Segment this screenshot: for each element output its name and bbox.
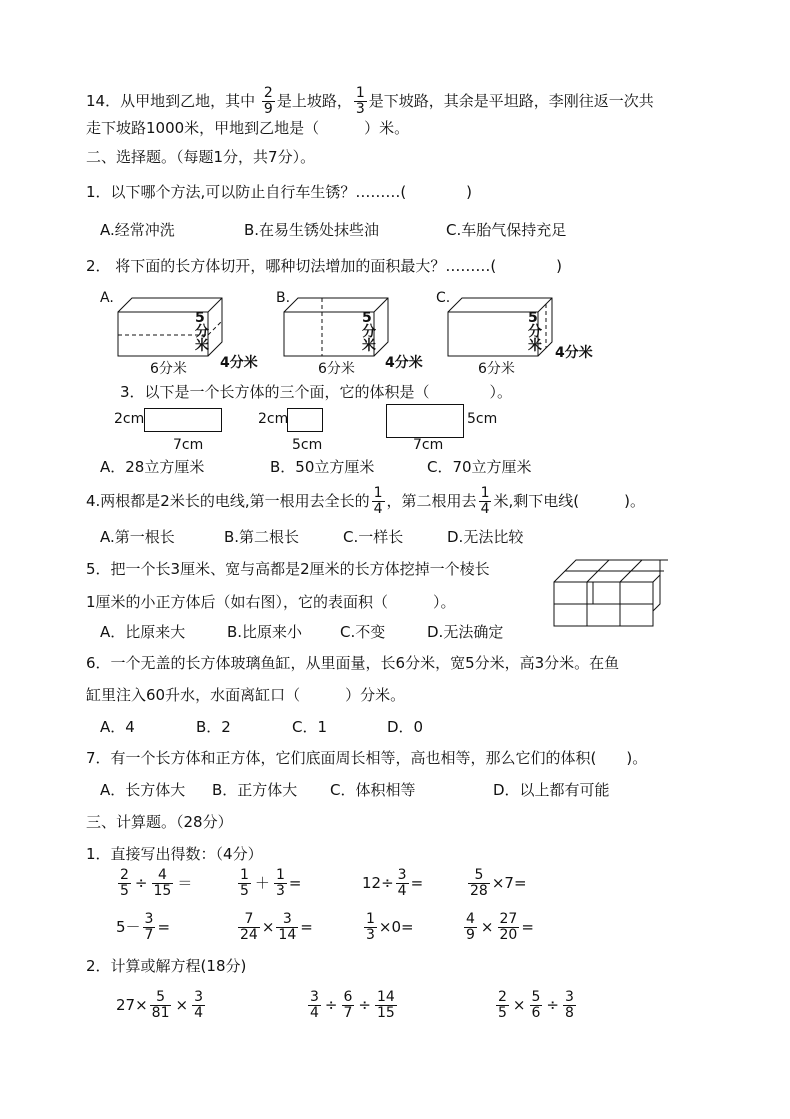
- choice-q1-option-a: A.经常冲洗: [100, 221, 175, 239]
- calc-part2-title: 2．计算或解方程(18分): [86, 957, 247, 975]
- denominator: 5: [240, 883, 249, 899]
- numerator: 3: [276, 912, 298, 928]
- numerator: 3: [565, 989, 574, 1005]
- fraction: [396, 868, 409, 899]
- face3-bottom-label: 7cm: [413, 437, 444, 453]
- numerator: 1: [275, 867, 285, 883]
- figure-label-c: C.: [436, 290, 451, 306]
- choice-q3-option-c: C．70立方厘米: [427, 458, 532, 476]
- denominator: 4: [373, 501, 383, 517]
- numerator: 7: [238, 912, 260, 928]
- calc-part1-title: 1．直接写出得数：（4分）: [86, 845, 263, 863]
- q14-text-3: 是下坡路，其余是平坦路，李刚往返一次共: [368, 92, 654, 110]
- fraction: [150, 990, 172, 1021]
- calc-e6: [236, 912, 313, 943]
- fraction: [274, 868, 287, 899]
- face3-side-label: 5cm: [467, 411, 498, 427]
- fraction: [342, 990, 355, 1021]
- numerator: 14: [377, 989, 395, 1005]
- fraction: [364, 912, 377, 943]
- choice-q7-option-b: B．正方体大: [212, 781, 298, 799]
- numerator: 1: [355, 85, 365, 101]
- denominator: 4: [194, 1005, 203, 1021]
- equals: =: [288, 874, 302, 892]
- choice-q4-text: [86, 486, 645, 517]
- choice-q4-option-b: B.第二根长: [224, 528, 300, 546]
- choice-q6-option-b: B．2: [196, 718, 231, 736]
- section3-title: 三、计算题。（28分）: [86, 813, 233, 831]
- numerator: 5: [150, 990, 172, 1006]
- operator: ÷: [358, 996, 371, 1014]
- operator: ÷: [546, 996, 559, 1014]
- choice-q4-option-d: D.无法比较: [447, 528, 524, 546]
- fraction: [498, 912, 520, 943]
- choice-q1-option-c: C.车胎气保持充足: [446, 221, 567, 239]
- numerator: 3: [194, 989, 203, 1005]
- fraction-1-4: [372, 486, 385, 517]
- denominator: 6: [531, 1005, 541, 1021]
- denominator: 28: [470, 883, 488, 899]
- expression-prefix: 12÷: [362, 874, 394, 892]
- choice-q5-line1: 5．把一个长3厘米、宽与高都是2厘米的长方体挖掉一个棱长: [86, 560, 490, 578]
- numerator: 2: [498, 989, 507, 1005]
- choice-q7-option-a: A．长方体大: [100, 781, 186, 799]
- expression-prefix: 27×: [116, 996, 148, 1014]
- calc-c3: [494, 990, 578, 1021]
- denominator: 3: [366, 927, 375, 943]
- choice-q5-option-a: A．比原来大: [100, 623, 186, 641]
- calc-e7: [362, 912, 414, 943]
- operator: ×0=: [378, 918, 414, 936]
- width-label-c: 4分米: [555, 345, 593, 361]
- choice-q3-text: 3．以下是一个长方体的三个面，它的体积是（ ）。: [120, 383, 513, 401]
- fraction: [468, 868, 490, 899]
- fraction: [143, 912, 156, 943]
- numerator: 1: [366, 911, 375, 927]
- denominator: 4: [480, 501, 490, 517]
- fraction: [192, 990, 205, 1021]
- fraction: [308, 990, 321, 1021]
- fraction: [563, 990, 576, 1021]
- fraction: [464, 912, 477, 943]
- choice-q1-text: 1．以下哪个方法,可以防止自行车生锈？………( ): [86, 183, 473, 201]
- q14-text-1: 从甲地到乙地，其中: [120, 92, 256, 110]
- choice-q4-option-c: C.一样长: [343, 528, 404, 546]
- denominator: 3: [355, 101, 365, 117]
- operator: ÷: [134, 874, 148, 892]
- fraction: [276, 912, 298, 943]
- equals: =: [157, 918, 171, 936]
- fraction-1-4: [479, 486, 492, 517]
- fraction: [152, 868, 174, 899]
- face-5x2: [287, 408, 323, 432]
- fraction: [530, 990, 543, 1021]
- denominator: 4: [310, 1005, 319, 1021]
- numerator: 27: [499, 911, 518, 927]
- length-label-c: 6分米: [478, 361, 515, 377]
- figure-label-b: B.: [276, 290, 291, 306]
- numerator: 4: [466, 911, 475, 927]
- numerator: 1: [373, 485, 383, 501]
- choice-q7-option-d: D．以上都有可能: [493, 781, 610, 799]
- choice-q3-option-a: A．28立方厘米: [100, 458, 205, 476]
- choice-q6-option-d: D．0: [387, 718, 424, 736]
- calc-e8: [462, 912, 534, 943]
- fraction-2-9: [262, 86, 275, 117]
- denominator: 81: [151, 1005, 170, 1021]
- calc-e4: [466, 868, 527, 899]
- fraction: [238, 912, 260, 943]
- operator: ÷: [324, 996, 338, 1014]
- numerator: 4: [152, 868, 174, 884]
- height-label-a: 5 分 米: [195, 310, 209, 354]
- choice-q6-option-a: A．4: [100, 718, 135, 736]
- calc-e3: [362, 868, 423, 899]
- numerator: 3: [144, 911, 154, 927]
- face-7x5: [386, 404, 464, 438]
- numerator: 2: [263, 85, 273, 101]
- q14-line1: [86, 86, 654, 117]
- numerator: 3: [310, 989, 319, 1005]
- denominator: 9: [466, 927, 475, 943]
- choice-q6-line1: 6．一个无盖的长方体玻璃鱼缸，从里面量，长6分米，宽5分米，高3分米。在鱼: [86, 654, 620, 672]
- denominator: 15: [377, 1005, 395, 1021]
- length-label-a: 6分米: [150, 361, 187, 377]
- numerator: 5: [531, 989, 541, 1005]
- q14-number: 14．: [86, 92, 121, 110]
- height-label-c: 5 分 米: [528, 310, 542, 354]
- denominator: 9: [263, 101, 273, 117]
- face1-side-label: 2cm: [114, 411, 145, 427]
- choice-q3-option-b: B．50立方厘米: [270, 458, 375, 476]
- height-label-b: 5 分 米: [362, 310, 376, 354]
- numerator: 6: [343, 989, 353, 1005]
- numerator: 1: [240, 867, 249, 883]
- denominator: 7: [144, 927, 154, 943]
- choice-q6-line2: 缸里注入60升水，水面离缸口（ ）分米。: [86, 686, 406, 704]
- calc-e2: [236, 868, 301, 899]
- numerator: 2: [120, 867, 129, 883]
- fraction: [238, 868, 251, 899]
- fraction-1-3: [354, 86, 367, 117]
- denominator: 4: [397, 883, 407, 899]
- denominator: 14: [278, 927, 297, 943]
- face-7x2: [144, 408, 222, 432]
- choice-q7-text: 7．有一个长方体和正方体，它们底面周长相等，高也相等，那么它们的体积( )。: [86, 749, 648, 767]
- numerator: 1: [480, 485, 490, 501]
- face1-bottom-label: 7cm: [173, 437, 204, 453]
- calc-e1: [116, 868, 194, 899]
- operator: ×7=: [491, 874, 527, 892]
- choice-q5-option-d: D.无法确定: [427, 623, 504, 641]
- operator: ×: [175, 996, 189, 1014]
- choice-q7-option-c: C．体积相等: [330, 781, 416, 799]
- width-label-b: 4分米: [385, 355, 423, 371]
- choice-q5-option-c: C.不变: [340, 623, 386, 641]
- denominator: 7: [343, 1005, 353, 1021]
- denominator: 15: [153, 883, 172, 899]
- q14-line2: 走下坡路1000米，甲地到乙地是（ ）米。: [86, 119, 410, 137]
- equals: =: [521, 918, 534, 936]
- fraction: [496, 990, 509, 1021]
- choice-q2-text: 2． 将下面的长方体切开，哪种切法增加的面积最大？………( ): [86, 257, 563, 275]
- length-label-b: 6分米: [318, 361, 355, 377]
- q4-text-3: 米,剩下电线( )。: [493, 492, 645, 510]
- calc-e5: [116, 912, 170, 943]
- choice-q5-line2: 1厘米的小正方体后（如右图），它的表面积（ ）。: [86, 593, 456, 611]
- denominator: 5: [498, 1005, 507, 1021]
- calc-c2: [306, 990, 399, 1021]
- expression-prefix: 5－: [116, 918, 141, 936]
- numerator: 3: [397, 867, 407, 883]
- carved-cuboid-figure: [548, 556, 668, 630]
- q14-text-2: 是上坡路，: [276, 92, 352, 110]
- equals: =: [410, 874, 424, 892]
- calc-c1: [116, 990, 207, 1021]
- q4-text-1: 4.两根都是2米长的电线,第一根用去全长的: [86, 492, 370, 510]
- operator: ×: [480, 918, 494, 936]
- figure-label-a: A.: [100, 290, 114, 306]
- denominator: 8: [565, 1005, 574, 1021]
- denominator: 3: [275, 883, 285, 899]
- choice-q4-option-a: A.第一根长: [100, 528, 175, 546]
- operator: ＋: [254, 874, 270, 892]
- fraction: [118, 868, 131, 899]
- choice-q6-option-c: C．1: [292, 718, 328, 736]
- face2-bottom-label: 5cm: [292, 437, 323, 453]
- denominator: 20: [499, 927, 518, 943]
- face2-side-label: 2cm: [258, 411, 289, 427]
- choice-q5-option-b: B.比原来小: [227, 623, 303, 641]
- numerator: 5: [468, 868, 490, 884]
- width-label-a: 4分米: [220, 355, 258, 371]
- fraction: [375, 990, 397, 1021]
- operator: ×: [261, 918, 275, 936]
- denominator: 5: [120, 883, 129, 899]
- operator: ×: [512, 996, 526, 1014]
- q4-text-2: ，第二根用去: [386, 492, 477, 510]
- denominator: 24: [240, 927, 258, 943]
- equals: =: [300, 918, 313, 936]
- choice-q1-option-b: B.在易生锈处抹些油: [244, 221, 380, 239]
- section2-title: 二、选择题。（每题1分，共7分）。: [86, 148, 316, 166]
- equals: ＝: [177, 874, 193, 892]
